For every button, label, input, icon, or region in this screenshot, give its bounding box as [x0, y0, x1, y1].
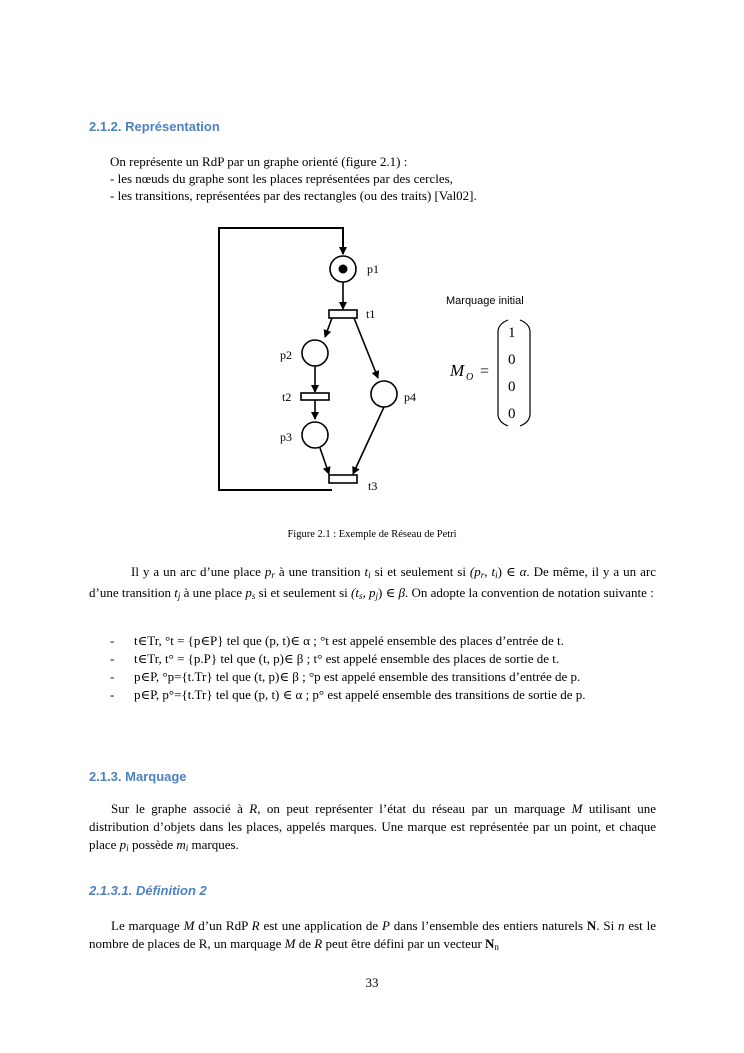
vector-entry-2: 0: [508, 352, 516, 368]
label-p2: p2: [280, 348, 292, 362]
vector-entry-3: 0: [508, 379, 516, 395]
page-number: 33: [365, 975, 379, 990]
arc-definition-paragraph: Il y a un arc d’une place $p_r$ à une transition $t_i$ si et seulement si ($p_r$, $t_i$) ∈ α. De même, il y a un arc d’une transition $t_j$ à une place $p_s$ si et seulement si ($t_s$, $p_j$) ∈ β. On adopte la convention de notation suivante :: [89, 564, 656, 601]
petri-net-figure: [210, 220, 540, 512]
place-p2: [302, 340, 328, 366]
transition-t1: [329, 310, 357, 318]
marking-paragraph: Sur le graphe associé à R, on peut représenter l’état du réseau par un marquage M utilisant une distribution d’objets dans les places, appelés marques. Une marque est représentée par un point, et chaque place $p_i$ possède $m_i$ marques.: [89, 801, 656, 853]
vector-entry-4: 0: [508, 406, 516, 422]
arc-t1-p4: [354, 318, 378, 378]
list-item: - t∈Tr, t° = {p.P} tel que (t, p)∈ β ; t° est appelé ensemble des places de sortie de t.: [110, 651, 560, 666]
list-item: - t∈Tr, °t = {p∈P} tel que (p, t)∈ α ; °t est appelé ensemble des places d’entrée de t.: [110, 633, 564, 648]
arc-p3-t3: [320, 448, 329, 474]
transition-t3: [329, 475, 357, 483]
list-item-transitions: - les transitions, représentées par des rectangles (ou des traits) [Val02].: [110, 188, 477, 203]
place-p4: [371, 381, 397, 407]
label-p1: p1: [367, 262, 379, 276]
vector-entry-1: 1: [508, 325, 516, 341]
section-heading-definition-2: 2.1.3.1. Définition 2: [89, 883, 207, 898]
marking-subscript: O: [466, 372, 474, 383]
vector-left-paren: [498, 320, 508, 426]
intro-line: On représente un RdP par un graphe orienté (figure 2.1) :: [110, 154, 408, 169]
list-item: - p∈P, p°={t.Tr} tel que (p, t) ∈ α ; p° est appelé ensemble des transitions de sortie de p.: [110, 687, 586, 702]
place-p3: [302, 422, 328, 448]
figure-caption: Figure 2.1 : Exemple de Réseau de Petri: [287, 529, 457, 540]
marking-symbol: M: [450, 361, 465, 380]
notation-list: [110, 632, 656, 704]
definition-paragraph: Le marquage M d’un RdP R est une application de P dans l’ensemble des entiers naturels N. Si n est le nombre de places de R, un marquage M de R peut être défini par un vecteur $N_n$: [89, 918, 656, 952]
label-t3: t3: [368, 479, 378, 493]
section-heading-2-1-2: 2.1.2. Représentation: [89, 119, 220, 134]
marking-title: Marquage initial: [446, 295, 524, 307]
section-heading-2-1-3: 2.1.3. Marquage: [89, 769, 187, 784]
label-p4: p4: [404, 390, 416, 404]
list-item-nodes: - les nœuds du graphe sont les places représentées par des cercles,: [110, 171, 453, 186]
token-p1: [339, 265, 348, 274]
vector-right-paren: [520, 320, 530, 426]
label-t2: t2: [282, 390, 292, 404]
list-item: - p∈P, °p={t.Tr} tel que (t, p)∈ β ; °p est appelé ensemble des transitions d’entrée de p.: [110, 669, 581, 684]
marking-equals: =: [480, 363, 490, 380]
label-p3: p3: [280, 430, 292, 444]
arc-p4-t3: [353, 407, 384, 474]
arc-t1-p2: [325, 318, 332, 337]
transition-t2: [301, 393, 329, 400]
label-t1: t1: [366, 307, 376, 321]
